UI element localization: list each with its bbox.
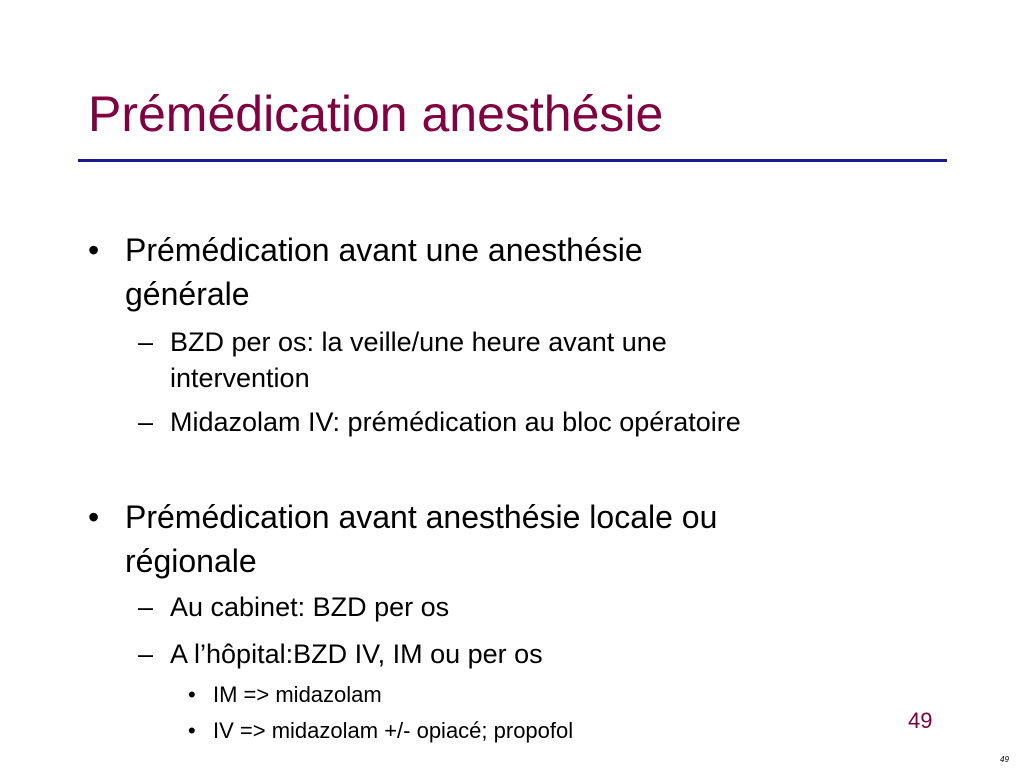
dash-marker: – — [138, 407, 154, 437]
bullet-text-continued: régionale — [125, 543, 257, 579]
dash-marker: – — [138, 327, 154, 357]
sub-bullet-text-continued: intervention — [170, 363, 310, 393]
bullet-marker: • — [88, 232, 100, 268]
dash-marker: – — [138, 592, 154, 622]
sub-bullet-text: Midazolam IV: prémédication au bloc opératoire — [170, 407, 741, 437]
sub-bullet-text: BZD per os: la veille/une heure avant une — [170, 327, 667, 357]
bullet-text: Prémédication avant une anesthésie — [125, 232, 643, 268]
bullet-marker: • — [88, 499, 100, 535]
slide-title: Prémédication anesthésie — [88, 86, 664, 142]
sub-sub-bullet-text: IM => midazolam — [213, 682, 382, 707]
sub-sub-bullet-text: IV => midazolam +/- opiacé; propofol — [213, 718, 574, 743]
bullet-marker: • — [188, 682, 196, 707]
title-underline — [78, 159, 947, 162]
sub-bullet-text: Au cabinet: BZD per os — [170, 592, 450, 622]
page-number-small: 49 — [1000, 755, 1009, 764]
sub-bullet-text: A l’hôpital:BZD IV, IM ou per os — [170, 639, 543, 669]
page-number: 49 — [908, 708, 933, 733]
bullet-text-continued: générale — [125, 276, 250, 312]
dash-marker: – — [138, 639, 154, 669]
bullet-marker: • — [188, 718, 196, 743]
bullet-text: Prémédication avant anesthésie locale ou — [125, 499, 718, 535]
